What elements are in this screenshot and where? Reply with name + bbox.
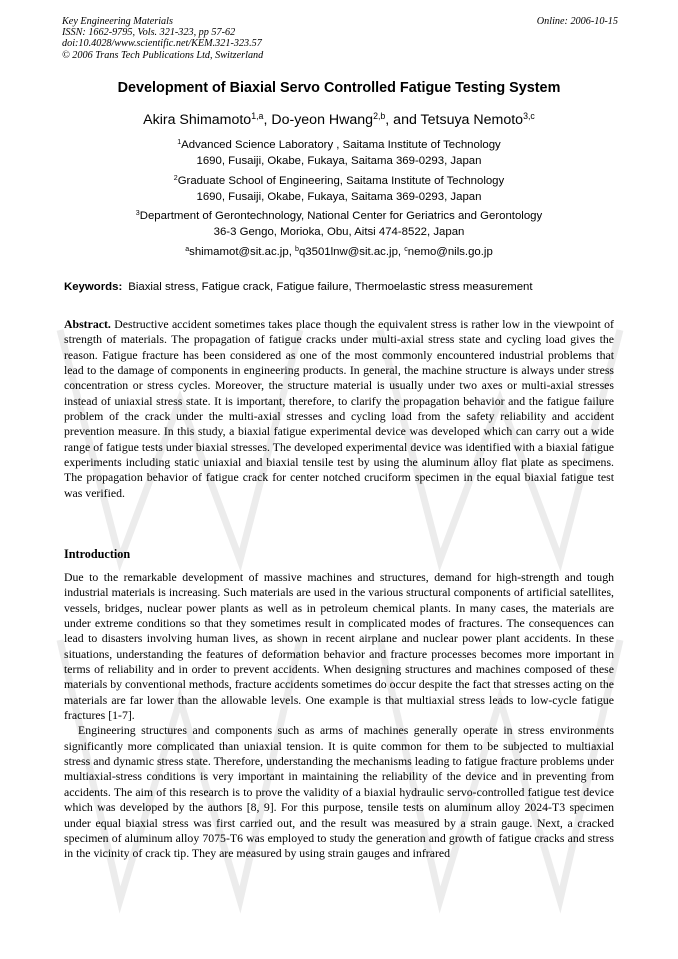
affiliation-address: 1690, Fusaiji, Okabe, Fukaya, Saitama 369-0293, Japan xyxy=(196,190,482,203)
introduction-paragraph: Engineering structures and components such as arms of machines generally operate in stress environments significantly more complicated than uniaxial tension. It is quite common for them to be subjected to multiaxial stress and dynamic stress state. Therefore, understanding the mechanisms leading to fatigue fracture problems under multiaxial-stress conditions is very important in maintaining the reliability of the device and in preventing from accidents. The aim of this research is to prove the validity of a biaxial hydraulic servo-controlled fatigue test device which was developed by the authors [8, 9]. For this purpose, tensile tests on aluminum alloy 2024-T3 specimen under equal biaxial stress was first carried out, and the result was measured by a strain gauge. Next, a cracked specimen of aluminum alloy 7075-T6 was employed to study the generation and growth of fatigue cracks and stress in the vicinity of crack tip. They are measured by using strain gauges and infrared xyxy=(64,723,614,861)
email-mark: c xyxy=(404,246,408,254)
affiliation-mark: 2 xyxy=(173,175,178,183)
email-mark: a xyxy=(185,246,190,254)
author-affiliation-mark: 2,b xyxy=(373,111,386,122)
introduction-paragraph: Due to the remarkable development of massive machines and structures, demand for high-strength and tough industrial materials is increasing. Such materials are used in the various structural components of artificial satellites, vessels, bridges, nuclear power plants as well as in petroleum chemical plants. In many cases, the materials are under extreme conditions so that they sometimes result in complicated modes of fractures. The consequences can lead to disasters involving human lives, as shown in recent airplane and nuclear power plant accidents. In these situations, understanding the features of deformation behavior and fracture processes becomes more important in terms of reliability and in order to prevent accidents. When designing structures and machines composed of these materials by conventional methods, fracture accidents sometimes do occur despite the fact that stresses acting on the materials are far lower than the allowable levels. One example is that multiaxial stress leads to low-cycle fatigue fractures [1-7]. xyxy=(64,570,614,723)
email-mark: b xyxy=(295,246,299,254)
abstract xyxy=(64,317,614,501)
author-name: Do-yeon Hwang xyxy=(271,112,374,128)
email-address[interactable]: nemo@nils.go.jp xyxy=(407,246,493,258)
author-separator: , xyxy=(263,112,272,128)
affiliation-3 xyxy=(40,209,638,240)
author-name: Akira Shimamoto xyxy=(143,112,252,128)
journal-header xyxy=(62,16,618,61)
affiliation-address: 1690, Fusaiji, Okabe, Fukaya, Saitama 369-0293, Japan xyxy=(196,154,482,167)
online-date: Online: 2006-10-15 xyxy=(536,16,618,27)
introduction-heading: Introduction xyxy=(64,547,131,561)
doi-line: doi:10.4028/www.scientific.net/KEM.321-323.57 xyxy=(62,38,262,50)
affiliation-mark: 1 xyxy=(177,139,182,147)
introduction-body xyxy=(64,570,614,862)
email-list xyxy=(40,245,638,261)
abstract-label: Abstract. xyxy=(64,317,111,331)
journal-name: Key Engineering Materials xyxy=(62,16,173,27)
author-separator: , and xyxy=(385,112,421,128)
affiliation-address: 36-3 Gengo, Morioka, Obu, Aitsi 474-8522, Japan xyxy=(213,225,465,238)
keywords-text: Biaxial stress, Fatigue crack, Fatigue failure, Thermoelastic stress measurement xyxy=(128,281,533,293)
email-address[interactable]: shimamot@sit.ac.jp xyxy=(189,246,289,258)
affiliation-1 xyxy=(40,138,638,169)
author-name: Tetsuya Nemoto xyxy=(420,112,524,128)
keywords-label: Keywords: xyxy=(64,281,123,293)
affiliation-name: Advanced Science Laboratory , Saitama Institute of Technology xyxy=(181,139,501,151)
paper-title: Development of Biaxial Servo Controlled Fatigue Testing System xyxy=(117,80,561,96)
author-affiliation-mark: 3,c xyxy=(523,111,535,122)
keywords xyxy=(64,281,620,293)
abstract-text: Destructive accident sometimes takes place though the equivalent stress is rather low in the viewpoint of strength of materials. The propagation of fatigue cracks under multi-axial stress state and cycling load gives the reason. Fatigue fracture has been considered as one of the most commonly encountered industrial problems that lead to the damage of components in engineering products. In general, the machine structure is always under stress concentration or stress cycles. Moreover, the structure material is usually under two axes or multi-axial stresses instead of uniaxial stress state. It is important, therefore, to clarify the propagation behavior and the fatigue failure problem of the crack under the multi-axial stresses and cycling load from the safety reliability and accident prevention measure. In this study, a biaxial fatigue experimental device was developed which can carry out a wide range of fatigue tests under biaxial stresses. The developed experimental device was identified with a biaxial fatigue experiments including static uniaxial and biaxial tensile test by using the aluminum alloy flat plate as specimens. The propagation behavior of fatigue crack for center notched cruciform specimen in the equal biaxial fatigue test was verified. xyxy=(64,317,614,500)
issn-line: ISSN: 1662-9795, Vols. 321-323, pp 57-62 xyxy=(62,27,236,39)
affiliation-name: Department of Gerontechnology, National Center for Geriatrics and Gerontology xyxy=(139,210,543,222)
email-address[interactable]: q3501lnw@sit.ac.jp xyxy=(298,246,398,258)
affiliation-name: Graduate School of Engineering, Saitama Institute of Technology xyxy=(177,175,505,187)
author-list xyxy=(40,112,638,128)
copyright-line: © 2006 Trans Tech Publications Ltd, Switzerland xyxy=(62,49,264,61)
email-separator: , xyxy=(288,246,296,258)
affiliation-mark: 3 xyxy=(135,210,140,218)
email-separator: , xyxy=(397,246,405,258)
affiliation-2 xyxy=(40,174,638,205)
author-affiliation-mark: 1,a xyxy=(251,111,264,122)
